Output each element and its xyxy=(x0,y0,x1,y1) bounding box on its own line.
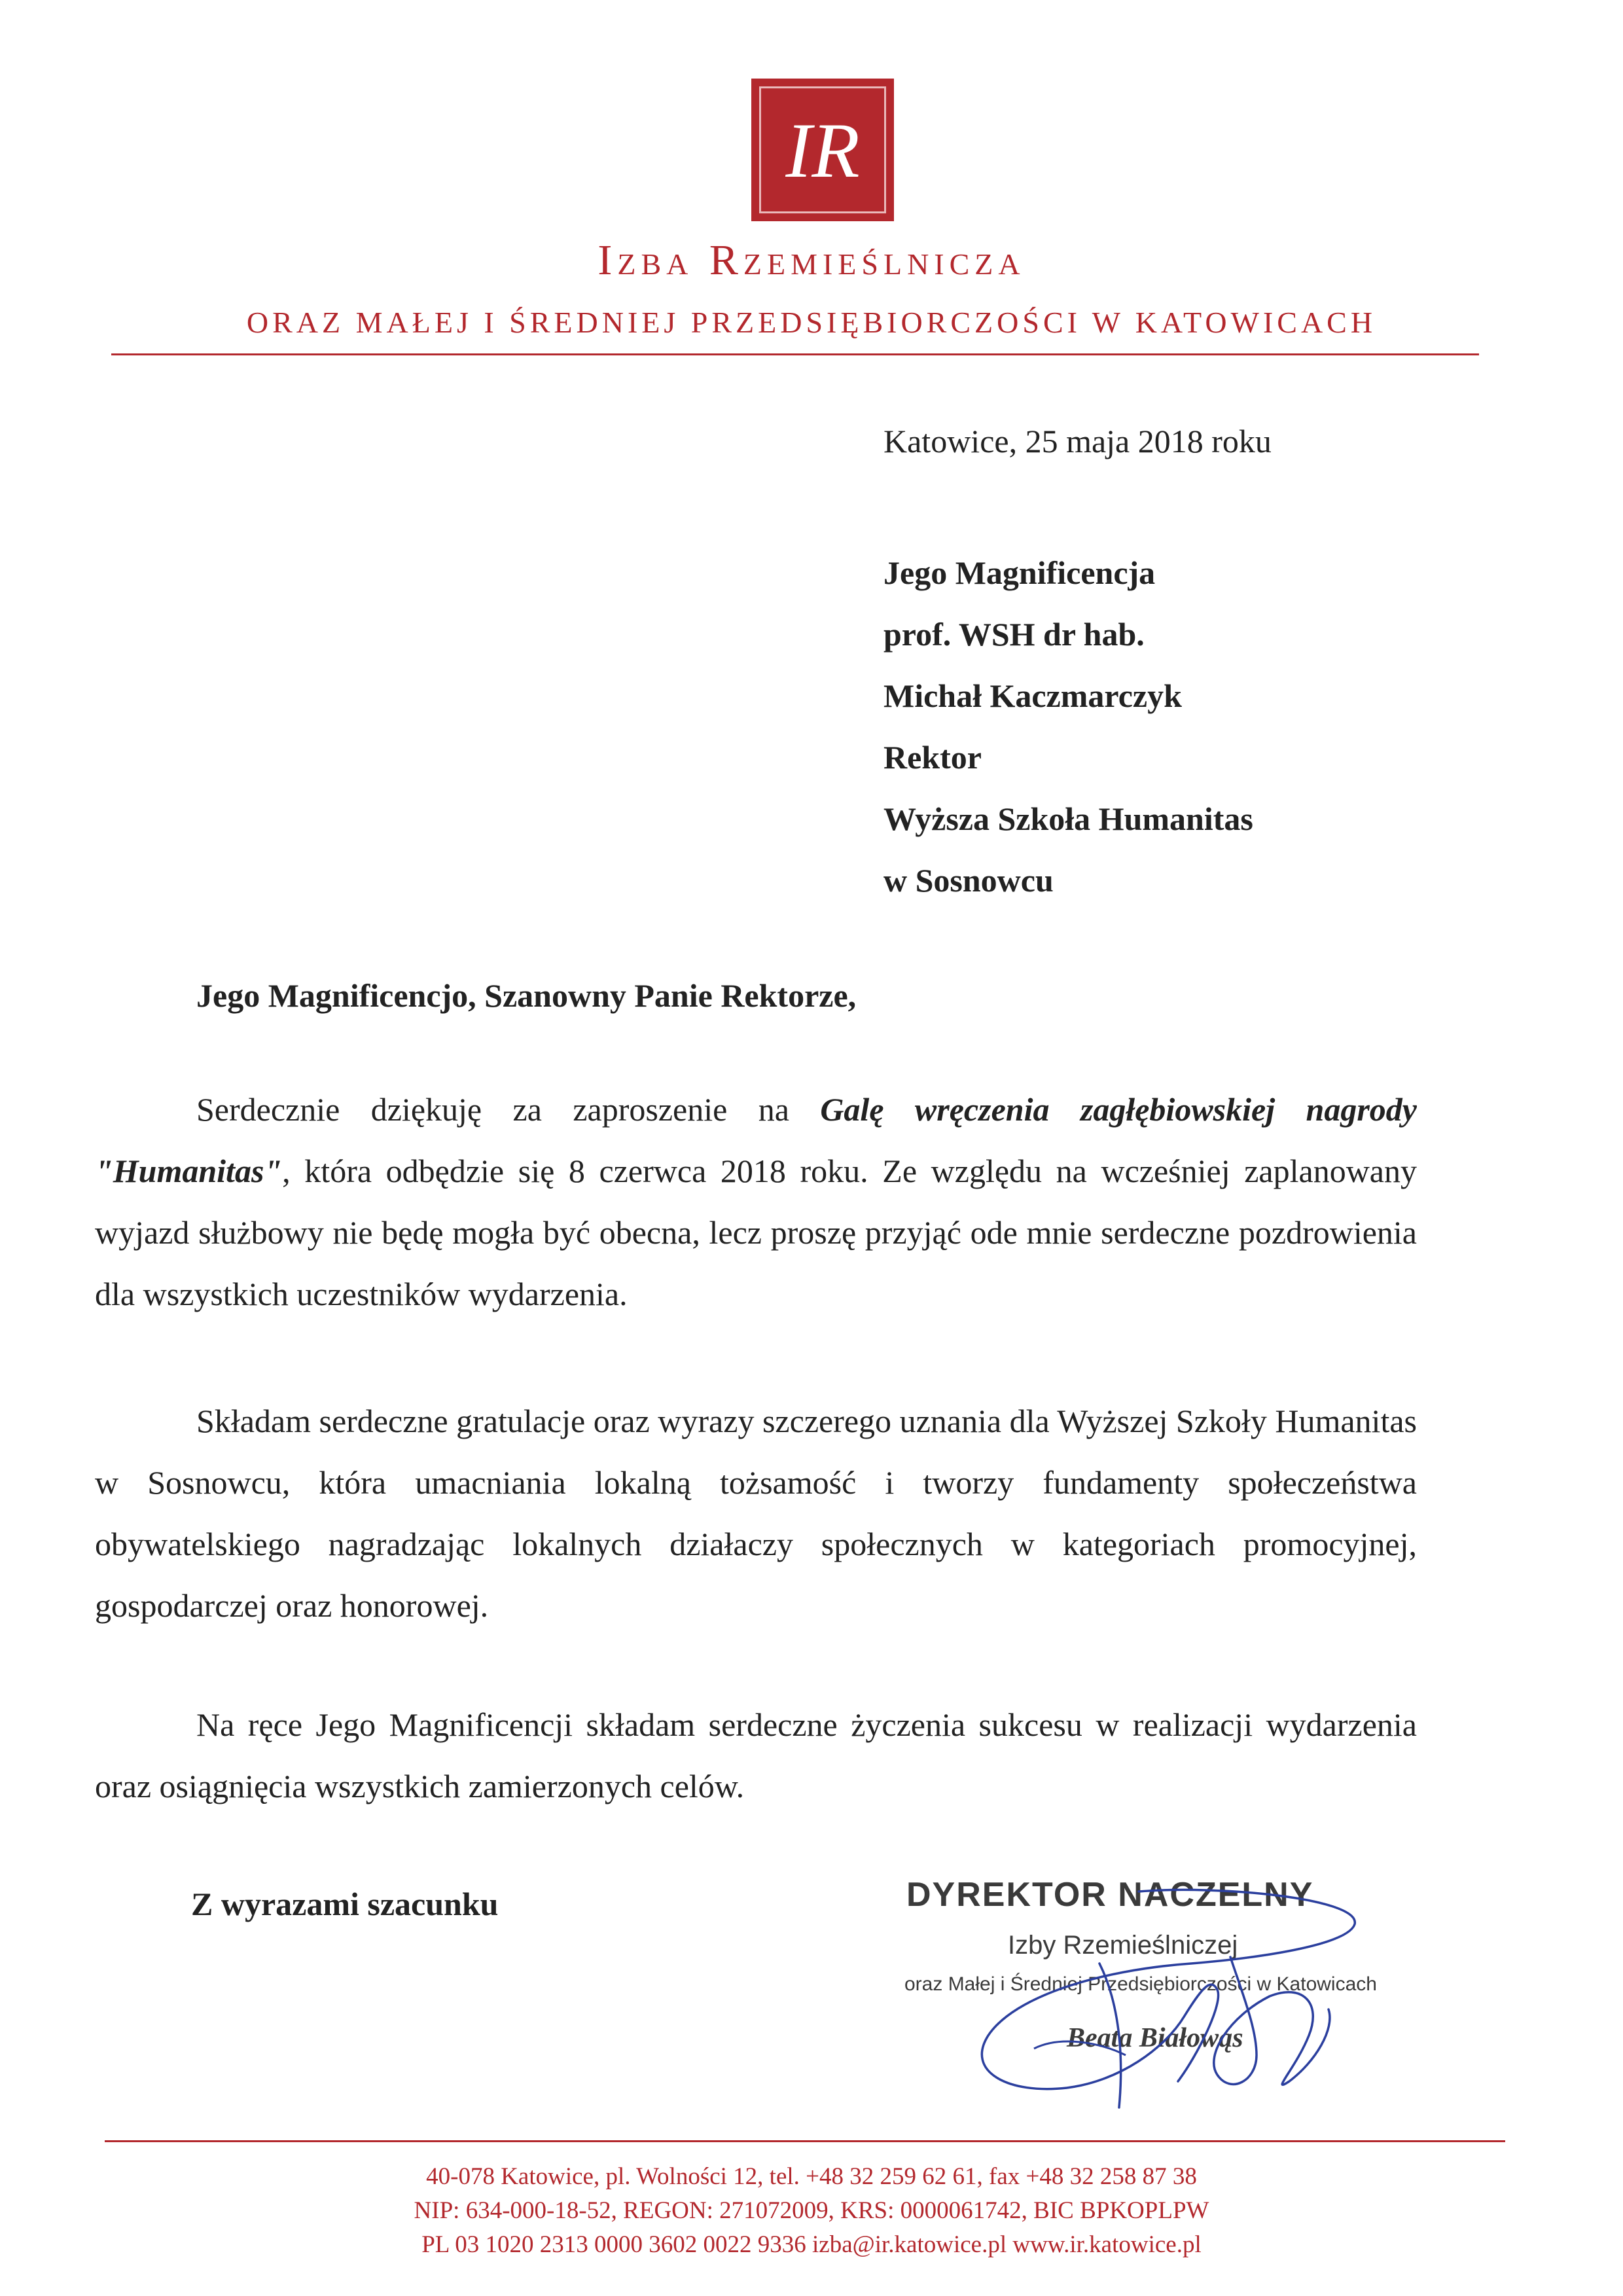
stamp-title: DYREKTOR NACZELNY xyxy=(906,1876,1314,1914)
closing: Z wyrazami szacunku xyxy=(191,1886,499,1922)
paragraph-3 xyxy=(95,1694,1417,1817)
logo-monogram-icon xyxy=(751,79,894,221)
handwritten-signature-icon xyxy=(903,1885,1374,2134)
stamp-line-3: oraz Małej i Średniej Przedsiębiorczości w Katowicach xyxy=(904,1973,1377,1995)
paragraph-1-text xyxy=(95,1079,1417,1325)
footer-divider xyxy=(105,2140,1505,2142)
org-subtitle: ORAZ MAŁEJ I ŚREDNIEJ PRZEDSIĘBIORCZOŚCI W KATOWICACH xyxy=(246,306,1377,339)
footer-bank-contact: PL 03 1020 2313 0000 3602 0022 9336 izba@ir.katowice.pl www.ir.katowice.pl xyxy=(421,2231,1202,2258)
footer-address: 40-078 Katowice, pl. Wolności 12, tel. +48 32 259 62 61, fax +48 32 258 87 38 xyxy=(426,2163,1197,2190)
addressee-block xyxy=(883,542,1253,911)
stamp-line-2: Izby Rzemieślniczej xyxy=(1008,1931,1238,1960)
letter-date: Katowice, 25 maja 2018 roku xyxy=(883,423,1272,459)
logo-monogram: IR xyxy=(785,107,860,194)
org-name: Izba Rzemieślnicza xyxy=(597,236,1026,284)
paragraph-1-rest: , która odbędzie się 8 czerwca 2018 roku. Ze względu na wcześniej zaplanowany wyjazd służbowy nie będę mogła być obecna, lecz proszę przyjąć ode mnie serdeczne pozdrowienia dla wszystkich uczestników wydarzenia. xyxy=(95,1153,1417,1312)
paragraph-2 xyxy=(95,1390,1417,1636)
addressee-line: Jego Magnificencja xyxy=(883,554,1156,591)
event-name: Galę wręczenia zagłębiowskiej nagrody "Humanitas" xyxy=(95,1091,1417,1189)
salutation: Jego Magnificencjo, Szanowny Panie Rektorze, xyxy=(196,977,857,1014)
paragraph-1 xyxy=(95,1079,1417,1325)
header-divider xyxy=(111,353,1479,355)
addressee-line: Wyższa Szkoła Humanitas xyxy=(883,800,1253,837)
logo xyxy=(751,79,894,221)
paragraph-2-text: Składam serdeczne gratulacje oraz wyrazy szczerego uznania dla Wyższej Szkoły Humanitas w Sosnowcu, która umacniania lokalną tożsamość i tworzy fundamenty społeczeństwa obywatelskiego nagradzając lokalnych działaczy społecznych w kategoriach promocyjnej, gospodarczej oraz honorowej. xyxy=(95,1403,1417,1624)
footer xyxy=(0,2160,1623,2262)
paragraph-3-text: Na ręce Jego Magnificencji składam serdeczne życzenia sukcesu w realizacji wydarzenia oraz osiągnięcia wszystkich zamierzonych celów. xyxy=(95,1706,1417,1804)
stamp-signatory: Beata Białowąs xyxy=(1067,2023,1243,2053)
paragraph-1-lead: Serdecznie dziękuję za zaproszenie na xyxy=(196,1091,821,1128)
addressee-line: prof. WSH dr hab. xyxy=(883,616,1145,653)
addressee-line: w Sosnowcu xyxy=(883,862,1054,899)
addressee-line: Rektor xyxy=(883,739,982,776)
addressee-line: Michał Kaczmarczyk xyxy=(883,677,1182,714)
footer-registry: NIP: 634-000-18-52, REGON: 271072009, KRS: 0000061742, BIC BPKOPLPW xyxy=(414,2197,1209,2224)
